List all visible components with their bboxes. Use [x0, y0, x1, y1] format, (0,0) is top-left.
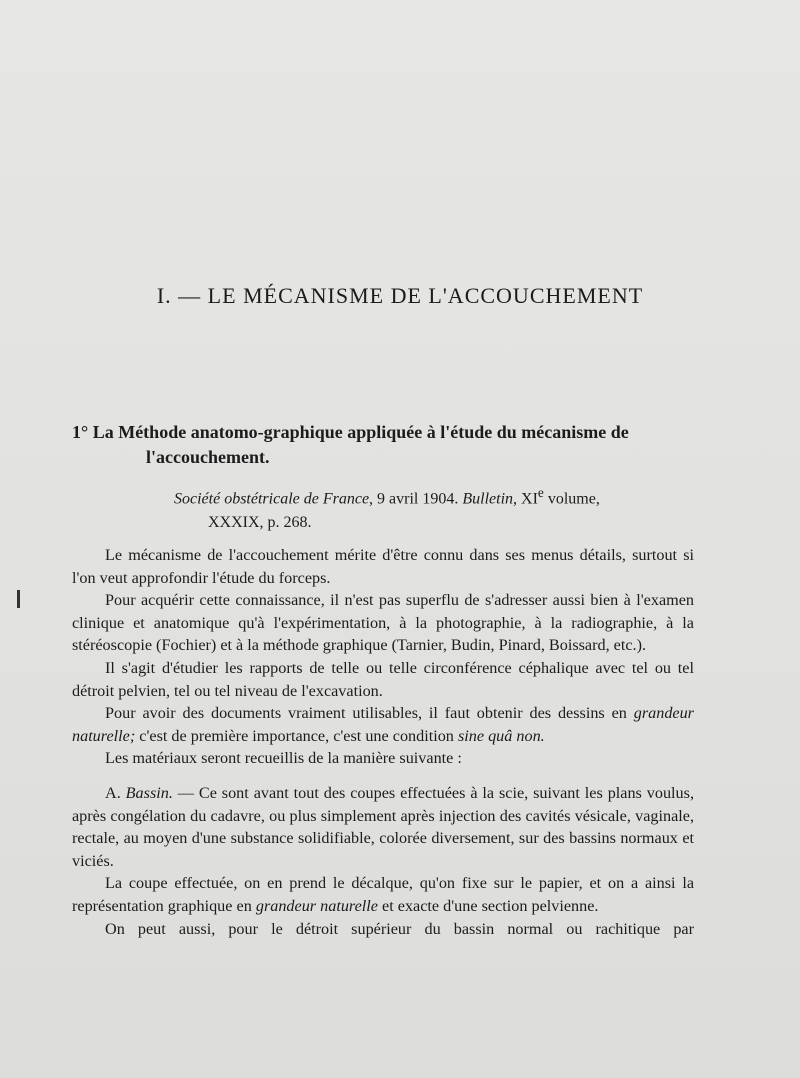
paragraph-7 — [72, 872, 694, 917]
paragraph-6-text-b: — Ce sont avant tout des coupes effectuées à la scie, suivant les plans voulus, après congélation du cadavre, ou plus simplement après injection des cavités vésicale, vaginale, rectale, au moyen d'une substance solidifiable, colorée diversement, sur des bassins normaux et viciés. — [72, 783, 694, 870]
paragraph-7-text-b: et exacte d'une section pelvienne. — [378, 896, 599, 915]
paragraph-1: Le mécanisme de l'accouchement mérite d'être connu dans ses menus détails, surtout si l'on veut approfondir l'étude du forceps. — [72, 546, 694, 587]
citation — [174, 481, 694, 535]
section-heading-line2: l'accouchement. — [146, 447, 270, 467]
paragraph-6 — [72, 782, 694, 872]
paragraph-7-emphasis: grandeur naturelle — [255, 896, 378, 915]
paragraph-4-emphasis-1: grandeur naturelle; — [72, 704, 694, 745]
paragraph-4 — [72, 702, 694, 747]
chapter-title: I. — LE MÉCANISME DE L'ACCOUCHEMENT — [156, 283, 644, 308]
paragraph-4-text-b: c'est de première importance, c'est une condition — [135, 726, 458, 745]
margin-mark — [17, 590, 20, 608]
citation-volume-post: volume, — [543, 490, 600, 508]
citation-volume-sup: e — [537, 485, 544, 500]
paragraph-6-emphasis: Bassin. — [125, 783, 173, 802]
paragraph-3: Il s'agit d'étudier les rapports de telle ou telle circonférence céphalique avec tel ou tel détroit pelvien, tel ou tel niveau de l'excavation. — [72, 658, 694, 700]
citation-society: Société obstétricale de France — [174, 490, 370, 508]
citation-date: , 9 avril 1904. — [369, 490, 463, 508]
paragraph-2: Pour acquérir cette connaissance, il n'est pas superflu de s'adresser aussi bien à l'examen clinique et anatomique qu'à l'expérimentation, à la photographie, à la radiographie, à la stéréoscopie (Fochier) et à la méthode graphique (Tarnier, Budin, Pinard, Boissard, etc.). — [72, 591, 694, 655]
citation-bulletin: Bulletin — [462, 490, 514, 508]
paragraph-4-emphasis-2: sine quâ non. — [457, 726, 545, 745]
section-heading — [72, 420, 712, 470]
paragraph-8: On peut aussi, pour le détroit supérieur du bassin normal ou rachitique par — [105, 919, 694, 938]
paragraph-7-text-a: La coupe effectuée, on en prend le décalque, qu'on fixe sur le papier, et on a ainsi la représentation graphique en — [72, 874, 694, 915]
citation-line2: XXXIX, p. 268. — [208, 514, 312, 532]
paragraph-4-text-a: Pour avoir des documents vraiment utilisables, il faut obtenir des dessins en — [105, 704, 634, 723]
body-text — [72, 544, 694, 940]
section-heading-line1: 1° La Méthode anatomo-graphique appliquée à l'étude du mécanisme de — [72, 422, 629, 442]
paragraph-5: Les matériaux seront recueillis de la manière suivante : — [105, 749, 462, 768]
citation-volume-pre: , XI — [513, 490, 538, 508]
paragraph-6-text-a: A. — [105, 783, 126, 802]
